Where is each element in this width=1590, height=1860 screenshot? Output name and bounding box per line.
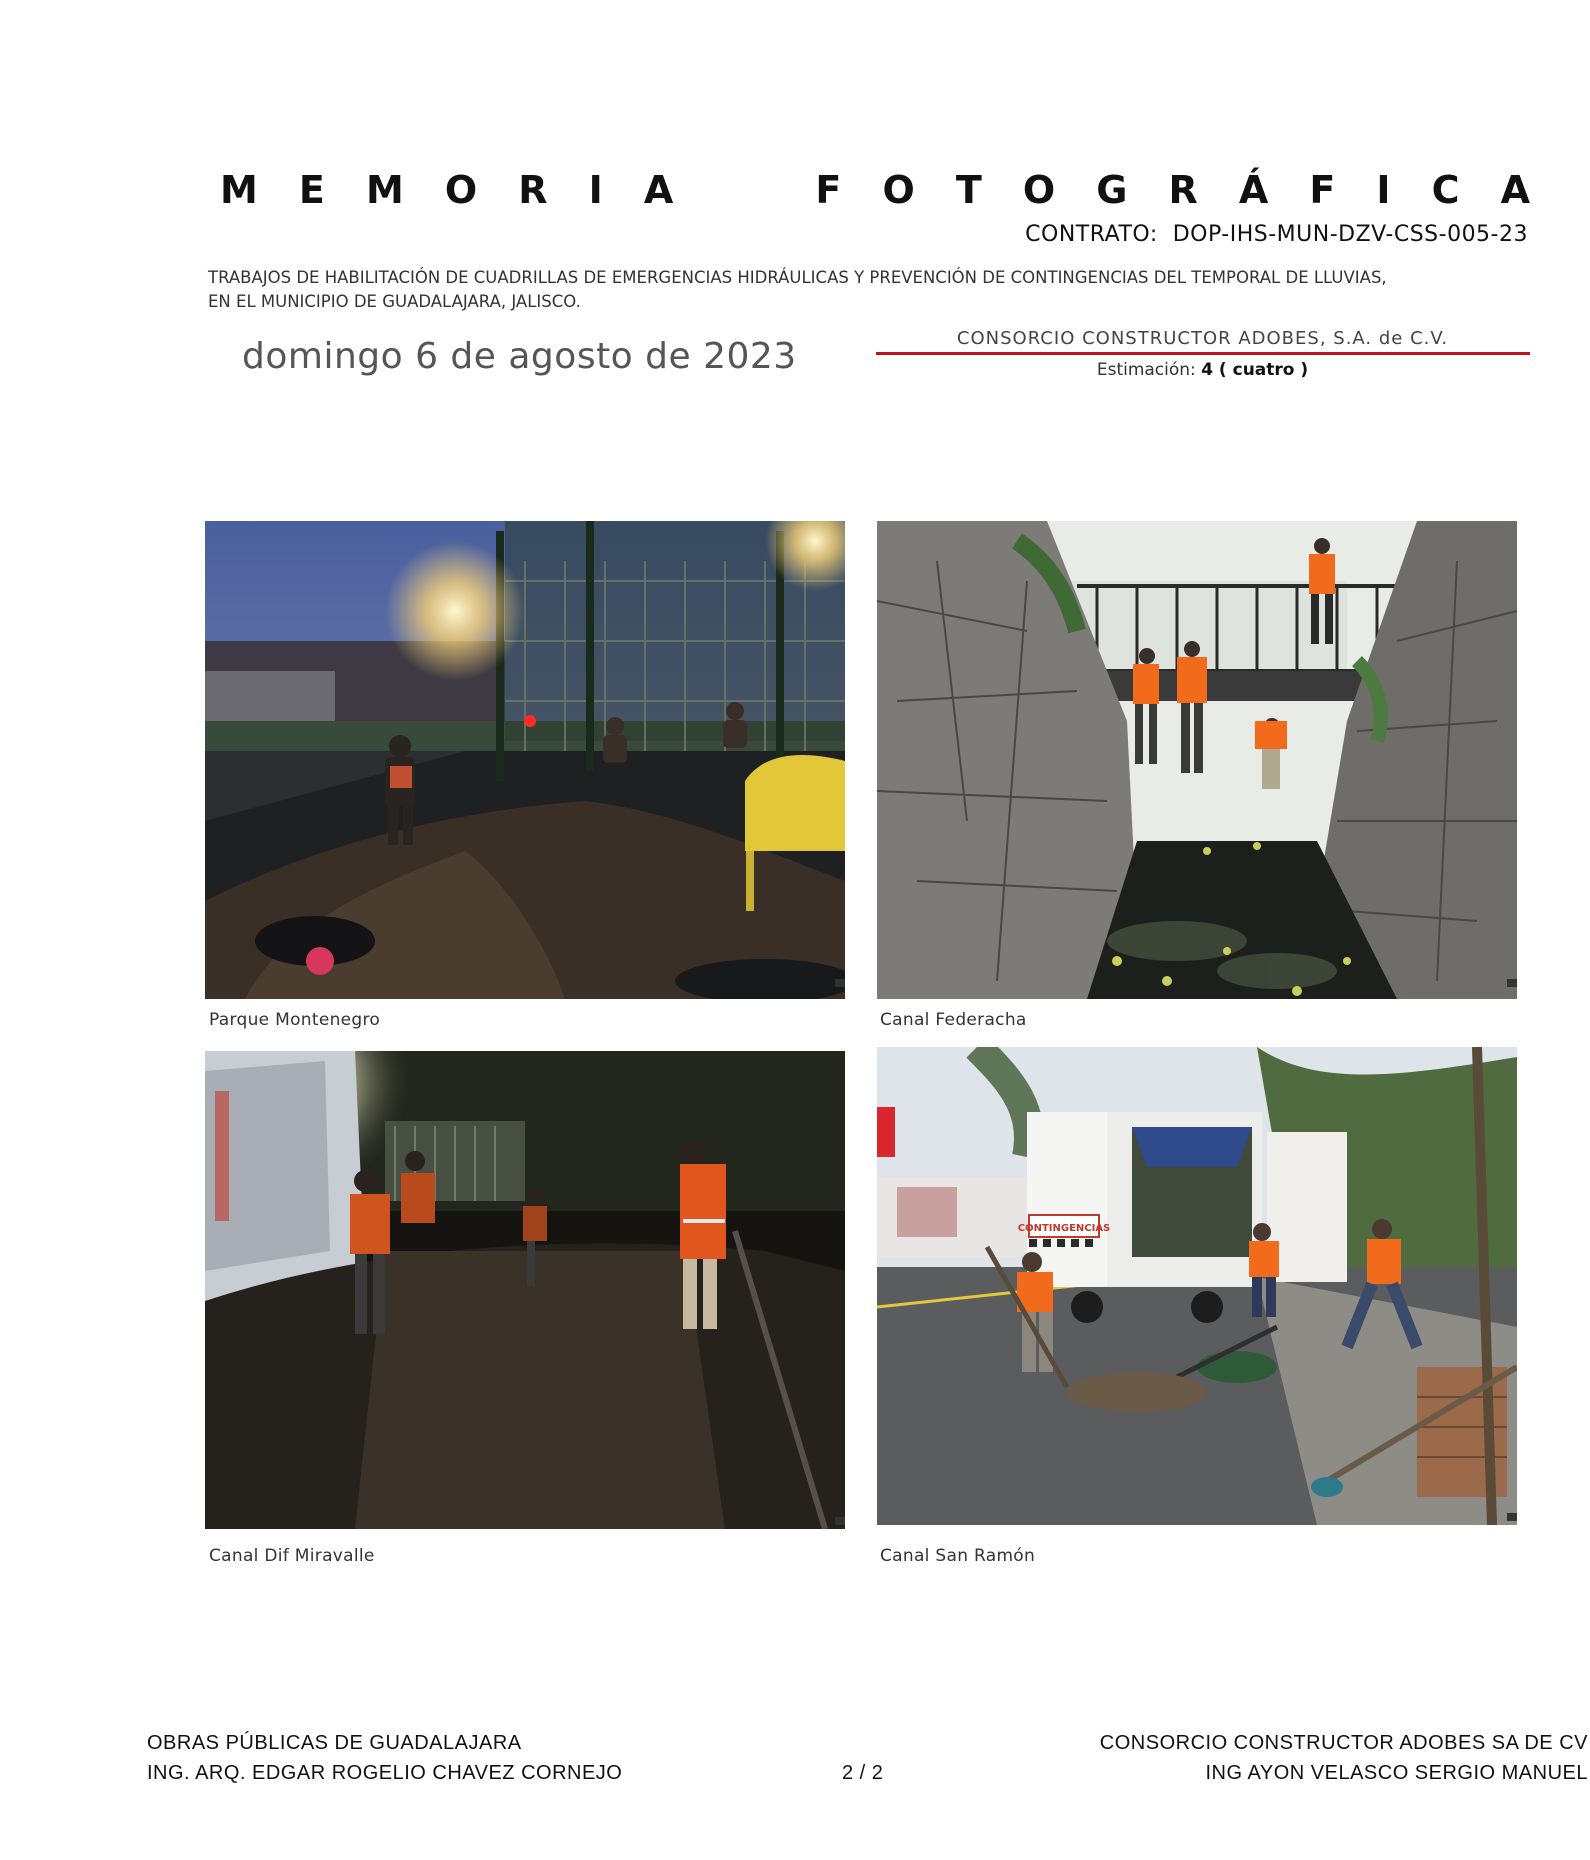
- photo-corner-mark: [1507, 1513, 1517, 1521]
- title-letter: R: [518, 168, 548, 212]
- title-letter: A: [643, 168, 674, 212]
- estimation-label: Estimación:: [1096, 360, 1196, 380]
- title-letter: O: [444, 168, 478, 212]
- photo-caption: Parque Montenegro: [209, 1010, 381, 1030]
- title-letter: O: [882, 168, 915, 212]
- estimation-value: 4 ( cuatro ): [1201, 360, 1309, 380]
- photo-image: [205, 521, 845, 999]
- title-letter: G: [1096, 168, 1128, 212]
- title-letter: M: [220, 168, 258, 212]
- company-name: CONSORCIO CONSTRUCTOR ADOBES, S.A. de C.V.: [956, 328, 1449, 349]
- description-line: EN EL MUNICIPIO DE GUADALAJARA, JALISCO.: [208, 292, 581, 311]
- title-letter: E: [298, 168, 325, 212]
- title-letter: I: [588, 168, 603, 212]
- work-description: [208, 266, 1528, 314]
- title-letter: F: [815, 168, 842, 212]
- footer-left-line: ING. ARQ. EDGAR ROGELIO CHAVEZ CORNEJO: [147, 1762, 623, 1784]
- title-letter: F: [1309, 168, 1336, 212]
- photo-image: [205, 1051, 845, 1529]
- company-underline: [876, 352, 1530, 355]
- title-letter: C: [1431, 168, 1460, 212]
- photo-caption: Canal Dif Miravalle: [209, 1546, 375, 1566]
- description-line: TRABAJOS DE HABILITACIÓN DE CUADRILLAS DE EMERGENCIAS HIDRÁULICAS Y PREVENCIÓN DE CONTINGENCIAS DEL TEMPORAL DE LLUVIAS,: [208, 268, 1387, 287]
- truck-label: CONTINGENCIAS: [1017, 1223, 1111, 1234]
- title-letter: Á: [1238, 168, 1269, 212]
- footer-left: [147, 1728, 622, 1788]
- photo-caption: Canal Federacha: [880, 1010, 1027, 1030]
- photo-image: [877, 1047, 1517, 1525]
- photo-corner-mark: [835, 979, 845, 987]
- footer-right-line: ING AYON VELASCO SERGIO MANUEL: [1205, 1762, 1588, 1784]
- contract-number: [1025, 222, 1528, 247]
- footer-right: [1100, 1728, 1588, 1788]
- photo-image: [877, 521, 1517, 999]
- photo-canal-federacha: [877, 521, 1517, 999]
- page-number: 2 / 2: [842, 1762, 884, 1784]
- title-letter: M: [365, 168, 404, 212]
- footer-left-line: OBRAS PÚBLICAS DE GUADALAJARA: [147, 1732, 522, 1754]
- photo-parque-montenegro: [205, 521, 845, 999]
- photo-caption: Canal San Ramón: [880, 1546, 1036, 1566]
- contract-label: CONTRATO:: [1025, 222, 1158, 247]
- photo-canal-dif-miravalle: [205, 1051, 845, 1529]
- title-letter: O: [1022, 168, 1056, 212]
- title-letter: A: [1500, 168, 1530, 212]
- contract-value: DOP-IHS-MUN-DZV-CSS-005-23: [1172, 222, 1528, 247]
- photo-corner-mark: [1507, 979, 1517, 987]
- title-word-gap: [714, 168, 774, 212]
- report-date: domingo 6 de agosto de 2023: [242, 336, 797, 377]
- title-letter: T: [955, 168, 982, 212]
- title-letter: I: [1376, 168, 1391, 212]
- footer-right-line: CONSORCIO CONSTRUCTOR ADOBES SA DE CV: [1099, 1732, 1588, 1754]
- estimation: [875, 360, 1530, 380]
- title-letter: R: [1168, 168, 1198, 212]
- photo-corner-mark: [835, 1517, 845, 1525]
- photo-canal-san-ramon: [877, 1047, 1517, 1525]
- page-title: [220, 168, 1530, 212]
